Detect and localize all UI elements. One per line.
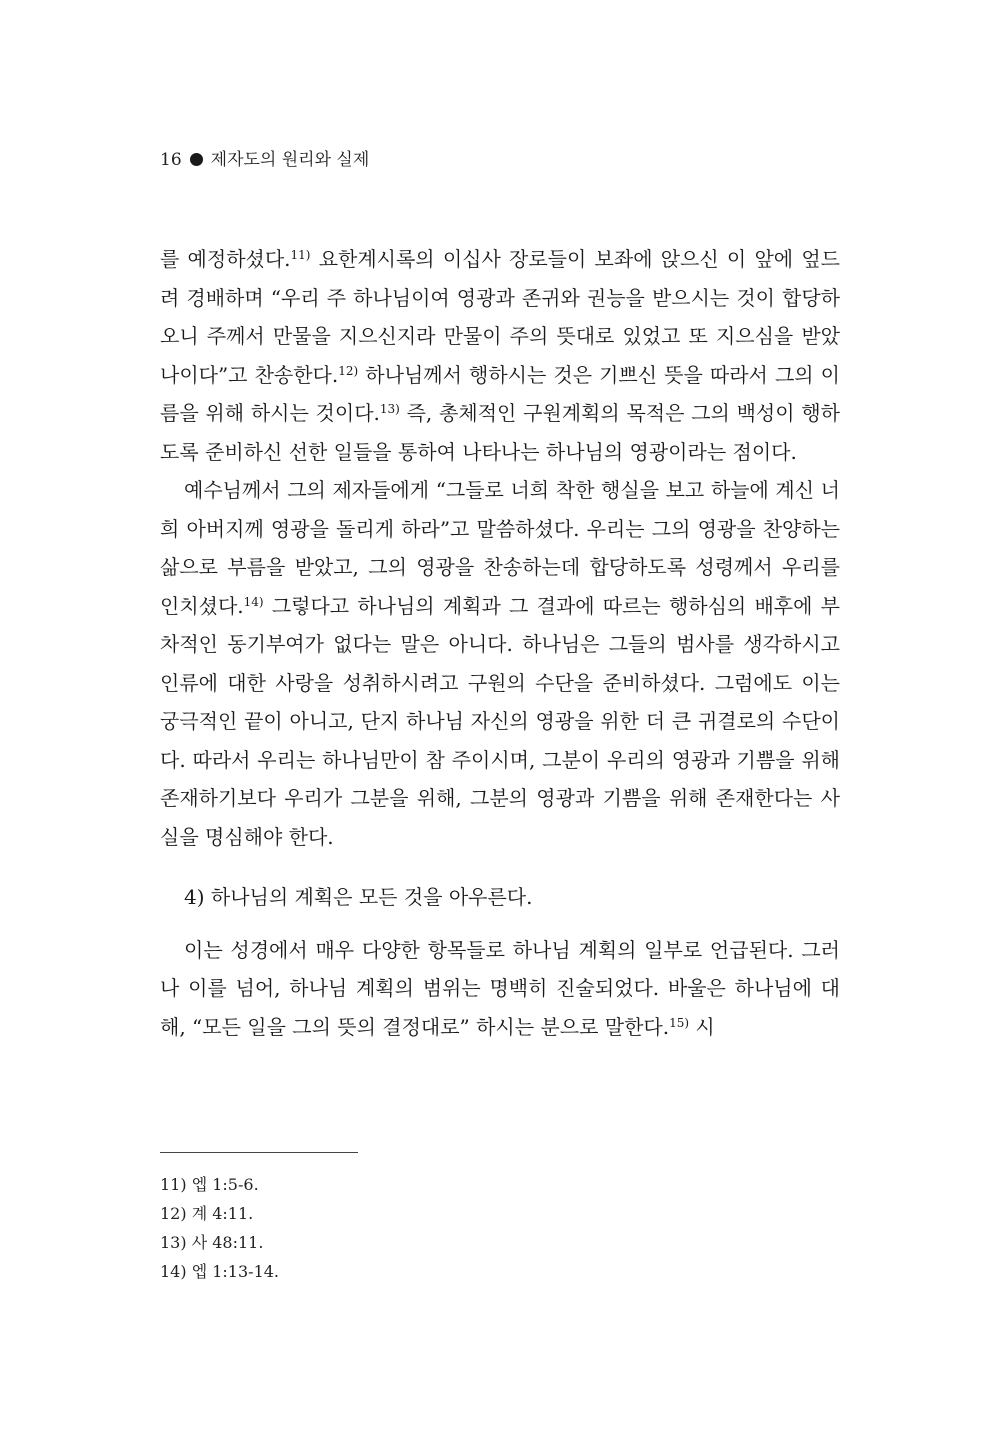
footnote-11: 11) 엡 1:5-6. xyxy=(160,1175,259,1194)
footnote-ref-15[interactable]: 15) xyxy=(669,1015,690,1030)
footnote-ref-11[interactable]: 11) xyxy=(290,248,311,262)
text-run: 예수님께서 그의 제자들에게 “그들로 너희 착한 행실을 보고 하늘에 계신 너희 아버지께 영광을 돌리게 하라”고 말씀하셨다. 우리는 그의 영광을 찬양하는 삶으로 부름을 받았고, 그의 영광을 찬송하는데 합당하도록 성령께서 우리를 인치셨다. xyxy=(160,478,840,618)
text-run: 즉, 총체적인 구원계획의 목적은 그의 백성이 행하도록 준비하신 선한 일들을 통하여 나타나는 하나님의 영광이라는 점이다. xyxy=(160,401,840,464)
running-header xyxy=(160,145,369,170)
book-title: 제자도의 원리와 실제 xyxy=(210,150,370,170)
footnote-ref-12[interactable]: 12) xyxy=(338,363,359,378)
footnote-divider xyxy=(160,1152,358,1153)
bullet-dot-icon xyxy=(190,153,203,166)
page-number: 16 xyxy=(160,150,182,170)
footnote-13: 13) 사 48:11. xyxy=(160,1233,264,1252)
text-run: 를 예정하셨다. xyxy=(160,247,291,271)
text-run: 이는 성경에서 매우 다양한 항목들로 하나님 계획의 일부로 언급된다. 그러나 이를 넘어, 하나님 계획의 범위는 명백히 진술되었다. 바울은 하나님에 대해, “모든 일을 그의 뜻의 결정대로” 하시는 분으로 말한다. xyxy=(160,937,840,1039)
footnote-14: 14) 엡 1:13-14. xyxy=(160,1262,280,1281)
text-run: 그렇다고 하나님의 계획과 그 결과에 따르는 행하심의 배후에 부차적인 동기부여가 없다는 말은 아니다. 하나님은 그들의 범사를 생각하시고 인류에 대한 사랑을 성취하시려고 구원의 수단을 준비하셨다. 그럼에도 이는 궁극적인 끝이 아니고, 단지 하나님 자신의 영광을 위한 더 큰 귀결로의 수단이다. 따라서 우리는 하나님만이 참 주이시며, 그분이 우리의 영광과 기쁨을 위해 존재하기보다 우리가 그분을 위해, 그분의 영광과 기쁨을 위해 존재한다는 사실을 명심해야 한다. xyxy=(160,593,840,849)
main-text xyxy=(160,240,840,1046)
footnote-12: 12) 계 4:11. xyxy=(160,1204,254,1223)
paragraph-2 xyxy=(160,471,840,856)
text-run: 요한계시록의 이십사 장로들이 보좌에 앉으신 이 앞에 엎드려 경배하며 “우리 주 하나님이여 영광과 존귀와 권능을 받으시는 것이 합당하오니 주께서 만물을 지으신지라 만물이 주의 뜻대로 있었고 또 지으심을 받았나이다”고 찬송한다. xyxy=(160,247,840,387)
footnote-ref-13[interactable]: 13) xyxy=(379,402,400,416)
paragraph-3 xyxy=(160,931,840,1047)
section-subheading: 4) 하나님의 계획은 모든 것을 아우른다. xyxy=(184,885,533,909)
footnotes xyxy=(160,1170,279,1286)
text-run: 하나님께서 행하시는 것은 기쁘신 뜻을 따라서 그의 이름을 위해 하시는 것이다. xyxy=(160,362,841,425)
footnote-ref-14[interactable]: 14) xyxy=(243,594,264,609)
paragraph-1 xyxy=(160,240,840,471)
text-run: 시 xyxy=(689,1014,715,1039)
